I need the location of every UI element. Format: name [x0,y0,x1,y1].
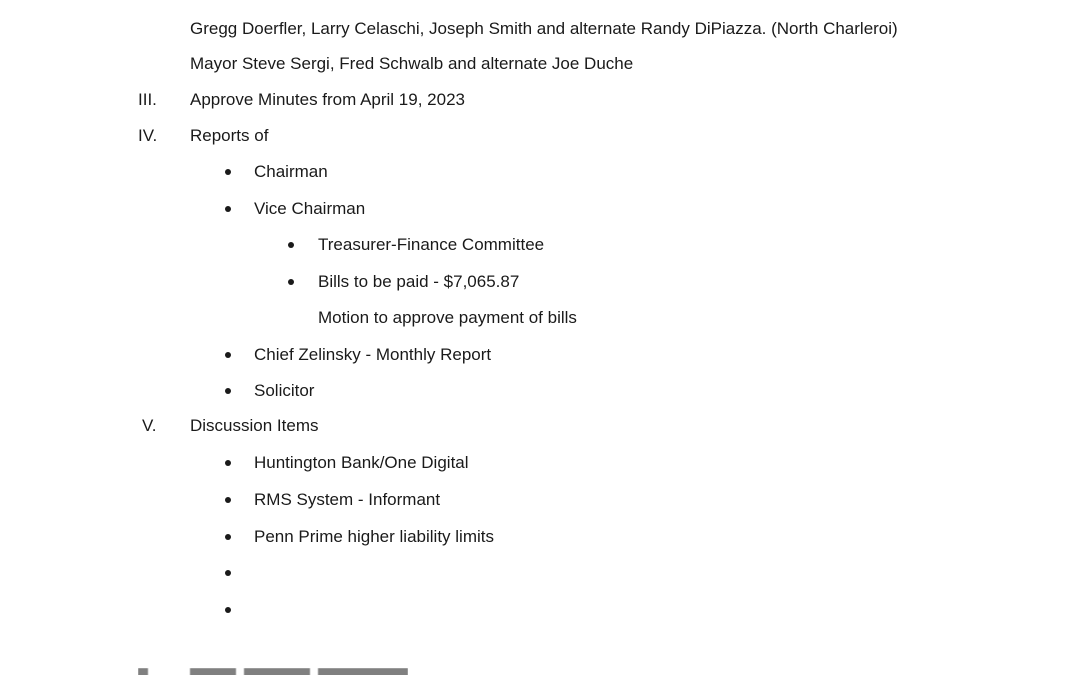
section-numeral-v: V. [142,416,157,435]
attendance-line-2: Mayor Steve Sergi, Fred Schwalb and alternate Joe Duche [190,54,634,73]
section-title-discussion: Discussion Items [190,416,319,435]
discussion-item-3: Penn Prime higher liability limits [254,527,494,546]
bullet-discussion-3 [225,534,231,540]
section-numeral-iv: IV. [138,126,158,145]
report-chief: Chief Zelinsky - Monthly Report [254,345,492,364]
report-chairman: Chairman [254,162,328,181]
report-vice-chairman: Vice Chairman [254,199,366,218]
report-bills: Bills to be paid - $7,065.87 [318,272,520,291]
cropped-top-line [190,0,930,8]
bullet-discussion-empty-1 [225,570,231,576]
bullet-discussion-1 [225,460,231,466]
report-treasurer: Treasurer-Finance Committee [318,235,545,254]
report-motion: Motion to approve payment of bills [318,308,577,327]
attendance-line-1: Gregg Doerfler, Larry Celaschi, Joseph Smith and alternate Randy DiPiazza. (North Charleroi) [190,19,898,38]
cropped-bottom-line [138,668,408,675]
bullet-discussion-2 [225,497,231,503]
bullet-chief [225,352,231,358]
section-title-approve-minutes: Approve Minutes from April 19, 2023 [190,90,465,109]
discussion-item-2: RMS System - Informant [254,490,441,509]
report-solicitor: Solicitor [254,381,315,400]
bullet-bills [288,279,294,285]
bullet-solicitor [225,388,231,394]
bullet-treasurer [288,242,294,248]
bullet-chairman [225,169,231,175]
bullet-discussion-empty-2 [225,607,231,613]
section-title-reports: Reports of [190,126,269,145]
section-numeral-iii: III. [138,90,157,109]
discussion-item-1: Huntington Bank/One Digital [254,453,469,472]
bullet-vice-chairman [225,206,231,212]
